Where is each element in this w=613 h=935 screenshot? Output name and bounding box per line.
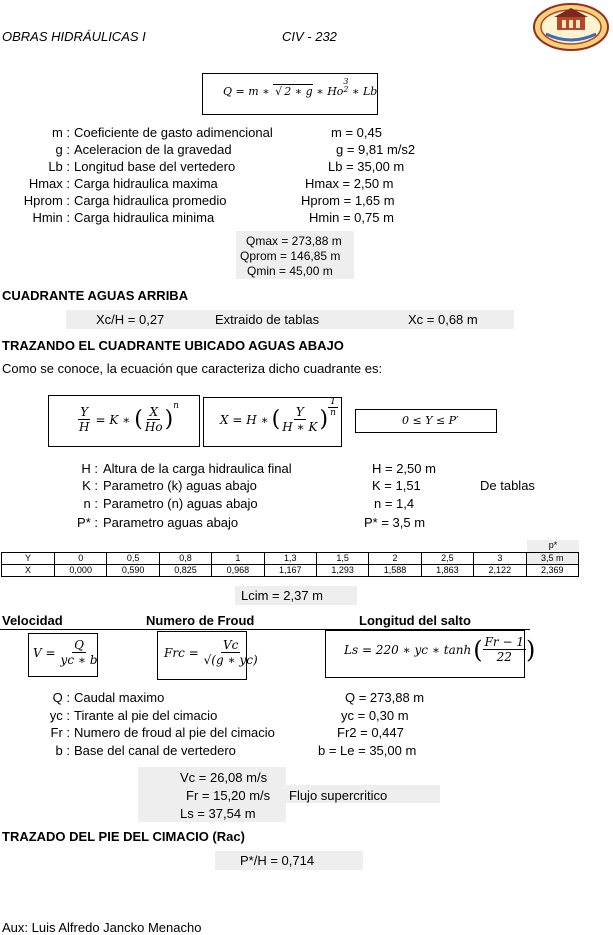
- vc-value: Vc = 26,08 m/s: [180, 770, 268, 785]
- velocity-header: Velocidad: [2, 613, 63, 628]
- table-cell: 1,588: [369, 565, 421, 577]
- param-symbol: Hmax :: [28, 176, 70, 191]
- intro-text: Como se conoce, la ecuación que caracteriza dicho cuadrante es:: [2, 361, 383, 376]
- table-cell: 2: [369, 553, 421, 565]
- param-symbol: H :: [81, 461, 98, 476]
- param-symbol: P* :: [77, 515, 98, 530]
- param-symbol: Q :: [52, 690, 70, 705]
- table-cell: 1,863: [421, 565, 473, 577]
- param-value: Hmax = 2,50 m: [305, 176, 394, 191]
- param-value: m = 0,45: [331, 125, 382, 140]
- discharge-formula: Q = m ∗ √ 2 ∗ g ∗ Ho 3 2 ∗ Lb: [223, 77, 378, 98]
- course-title: OBRAS HIDRÁULICAS I: [2, 29, 146, 44]
- table-cell: 1,293: [316, 565, 368, 577]
- xc-value: Xc = 0,68 m: [408, 312, 478, 327]
- param-symbol: Hprom :: [23, 193, 70, 208]
- extraido-label: Extraido de tablas: [215, 312, 320, 327]
- param-desc: Parametro aguas abajo: [103, 515, 239, 530]
- param-desc: Aceleracion de la gravedad: [74, 142, 232, 157]
- table-cell: 3,5 m: [526, 553, 578, 565]
- range-equation: 0 ≤ Y ≤ P′: [402, 414, 459, 427]
- param-symbol: Hmin :: [32, 210, 70, 225]
- table-row: [2, 553, 579, 565]
- table-cell: 3: [474, 553, 526, 565]
- param-value: g = 9,81 m/s2: [336, 142, 416, 157]
- equation-box: [48, 395, 200, 447]
- table-row: [2, 565, 579, 577]
- xy-table: [1, 552, 579, 577]
- qprom-value: Qprom = 146,85 m: [240, 249, 341, 263]
- fr-value: Fr = 15,20 m/s: [186, 788, 271, 803]
- param-symbol: K :: [82, 478, 98, 493]
- table-cell: 2,122: [474, 565, 526, 577]
- param-symbol: b :: [55, 743, 70, 758]
- param-note: De tablas: [480, 478, 535, 493]
- table-cell: 2,369: [526, 565, 578, 577]
- param-desc: Caudal maximo: [74, 690, 165, 705]
- author: Aux: Luis Alfredo Jancko Menacho: [2, 920, 202, 935]
- param-desc: Numero de froud al pie del cimacio: [74, 725, 275, 740]
- param-value: n = 1,4: [374, 496, 415, 511]
- param-desc: Parametro (k) aguas abajo: [103, 478, 257, 493]
- param-value: Fr2 = 0,447: [337, 725, 404, 740]
- table-cell: 0,968: [212, 565, 264, 577]
- lcim-value: Lcim = 2,37 m: [241, 588, 324, 603]
- param-desc: Base del canal de vertedero: [74, 743, 236, 758]
- table-cell: 1,5: [316, 553, 368, 565]
- jump-length-formula-box: [325, 630, 536, 678]
- param-desc: Carga hidraulica maxima: [74, 176, 218, 191]
- section-title: TRAZANDO EL CUADRANTE UBICADO AGUAS ABAJO: [2, 338, 344, 353]
- param-symbol: g :: [55, 142, 70, 157]
- table-cell: X: [2, 565, 55, 577]
- param-symbol: n :: [83, 496, 98, 511]
- section-title: TRAZADO DEL PIE DEL CIMACIO (Rac): [2, 829, 245, 844]
- froude-formula: Frc = $\frac{Vc}{√(g ∗ yc)}$: [164, 638, 258, 668]
- x-equation: X = H ∗ ( $\frac{Y}{H ∗ K}$ ) $\frac{1}{n}$: [220, 396, 336, 435]
- course-code: CIV - 232: [282, 29, 337, 44]
- param-desc: Longitud base del vertedero: [74, 159, 236, 174]
- table-cell: 1: [212, 553, 264, 565]
- param-value: P* = 3,5 m: [364, 515, 426, 530]
- param-symbol: yc :: [49, 708, 70, 723]
- param-value: b = Le = 35,00 m: [318, 743, 417, 758]
- table-cell: 1,3: [264, 553, 316, 565]
- discharge-formula-box: [202, 73, 378, 115]
- velocity-formula: V = $\frac{Q}{yc ∗ b}$: [33, 638, 98, 668]
- jump-length-formula: Ls = 220 ∗ yc ∗ tanh ( $\frac{Fr - 1}{22}$ ): [344, 635, 536, 665]
- table-cell: 0,5: [107, 553, 159, 565]
- pstar-header: p*: [548, 540, 558, 550]
- range-box: [355, 409, 497, 433]
- qmax-value: Qmax = 273,88 m: [246, 234, 342, 248]
- froude-formula-box: [157, 631, 258, 680]
- froude-header: Numero de Froud: [146, 613, 255, 628]
- ph-value: P*/H = 0,714: [240, 853, 315, 868]
- flow-type: Flujo supercritico: [289, 788, 388, 803]
- param-symbol: m :: [51, 125, 70, 140]
- param-desc: Altura de la carga hidraulica final: [103, 461, 292, 476]
- table-cell: 0,000: [55, 565, 107, 577]
- qmin-value: Qmin = 45,00 m: [247, 264, 333, 278]
- param-desc: Coeficiente de gasto adimencional: [74, 125, 273, 140]
- equation-box: [203, 397, 342, 447]
- velocity-formula-box: [28, 633, 98, 677]
- param-desc: Carga hidraulica minima: [74, 210, 215, 225]
- param-desc: Parametro (n) aguas abajo: [103, 496, 258, 511]
- university-logo: [532, 2, 610, 52]
- jump-length-header: Longitud del salto: [359, 613, 471, 628]
- param-desc: Carga hidraulica promedio: [74, 193, 227, 208]
- xch-value: Xc/H = 0,27: [96, 312, 165, 327]
- param-value: H = 2,50 m: [372, 461, 436, 476]
- table-cell: 0,8: [159, 553, 211, 565]
- param-value: K = 1,51: [372, 478, 421, 493]
- table-cell: 1,167: [264, 565, 316, 577]
- table-cell: 0,825: [159, 565, 211, 577]
- param-value: Q = 273,88 m: [345, 690, 425, 705]
- table-cell: 0,590: [107, 565, 159, 577]
- table-cell: 0: [55, 553, 107, 565]
- param-symbol: Fr :: [50, 725, 70, 740]
- param-value: yc = 0,30 m: [341, 708, 409, 723]
- table-cell: Y: [2, 553, 55, 565]
- param-desc: Tirante al pie del cimacio: [74, 708, 218, 723]
- param-value: Hprom = 1,65 m: [301, 193, 395, 208]
- downstream-equation: $\frac{Y}{H}$ = K ∗ ( $\frac{X}{Ho}$ ) n: [79, 400, 179, 435]
- table-cell: 2,5: [421, 553, 473, 565]
- param-value: Hmin = 0,75 m: [309, 210, 394, 225]
- param-symbol: Lb :: [48, 159, 70, 174]
- section-title: CUADRANTE AGUAS ARRIBA: [2, 288, 189, 303]
- ls-value: Ls = 37,54 m: [180, 806, 256, 821]
- param-value: Lb = 35,00 m: [328, 159, 405, 174]
